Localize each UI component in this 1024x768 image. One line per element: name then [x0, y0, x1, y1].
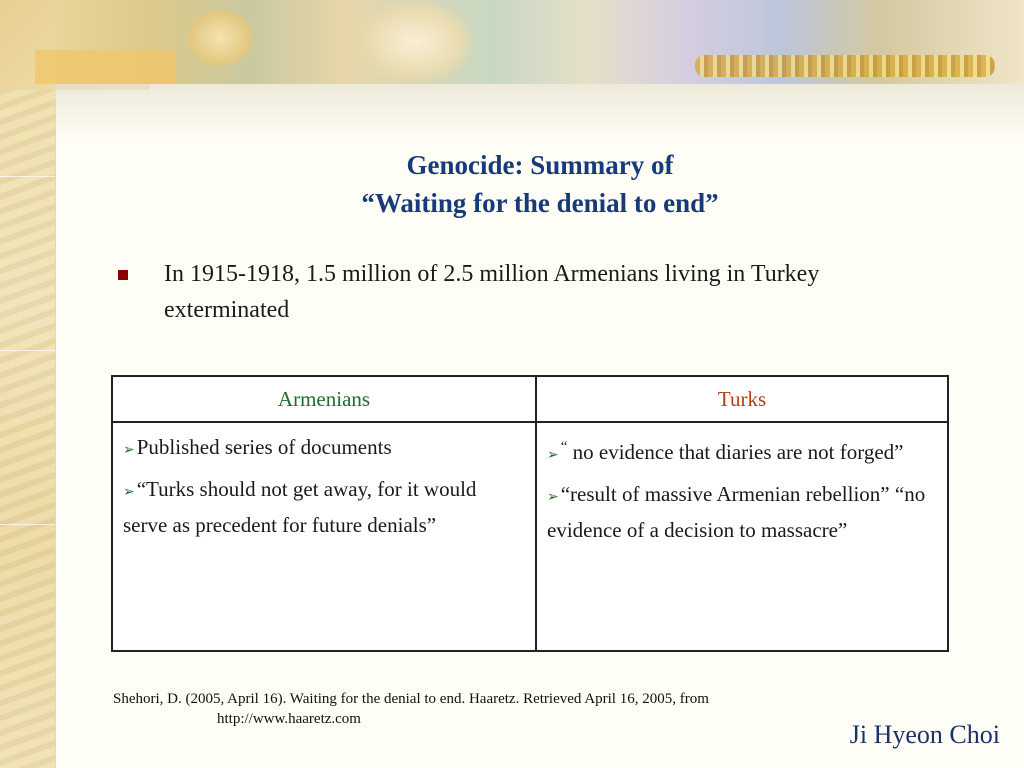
table-body-row: [112, 422, 948, 651]
arrow-right-icon: ➢: [547, 490, 559, 505]
list-item: [547, 431, 937, 472]
title-line-2: “Waiting for the denial to end”: [361, 188, 719, 218]
list-item: [123, 431, 525, 467]
bullet-point: [118, 256, 948, 328]
flower-image: [355, 0, 475, 84]
wheat-image: [695, 55, 995, 77]
title-line-1: Genocide: Summary of: [406, 150, 674, 180]
arrow-right-icon: ➢: [547, 448, 559, 463]
author-name: Ji Hyeon Choi: [849, 720, 1000, 749]
item-text: no evidence that diaries are not forged”: [572, 440, 904, 464]
left-decorative-strip: [0, 0, 56, 768]
strip-divider: [0, 524, 55, 525]
comparison-table: [111, 375, 949, 652]
arrow-right-icon: ➢: [123, 443, 135, 458]
list-item: [547, 478, 937, 546]
bullet-text: In 1915-1918, 1.5 million of 2.5 million Armenians living in Turkey exterminated: [164, 261, 820, 323]
item-text: “result of massive Armenian rebellion” “no evidence of a decision to massacre”: [547, 482, 926, 542]
armenians-cell: [112, 422, 536, 651]
citation: [113, 689, 963, 729]
item-text: “Turks should not get away, for it would serve as precedent for future denials”: [123, 477, 477, 537]
arrow-right-icon: ➢: [123, 485, 135, 500]
open-quote-mark: “: [560, 439, 568, 455]
strip-divider: [0, 350, 55, 351]
square-bullet-icon: [118, 270, 128, 280]
banner-orange-band: [35, 50, 175, 84]
citation-text: Shehori, D. (2005, April 16). Waiting for the denial to end. Haaretz. Retrieved April 16, 2005, from: [113, 691, 709, 707]
strip-divider: [0, 176, 55, 177]
list-item: [123, 473, 525, 541]
top-decorative-banner: [55, 0, 1024, 84]
slide-title: [200, 146, 880, 222]
citation-url: http://www.haaretz.com: [217, 711, 361, 727]
header-armenians: Armenians: [112, 376, 536, 422]
banner-shadow: [55, 84, 1024, 144]
leaf-image: [185, 8, 255, 68]
item-text: Published series of documents: [136, 435, 392, 459]
turks-cell: [536, 422, 948, 651]
table-header-row: [112, 376, 948, 422]
header-turks: Turks: [536, 376, 948, 422]
